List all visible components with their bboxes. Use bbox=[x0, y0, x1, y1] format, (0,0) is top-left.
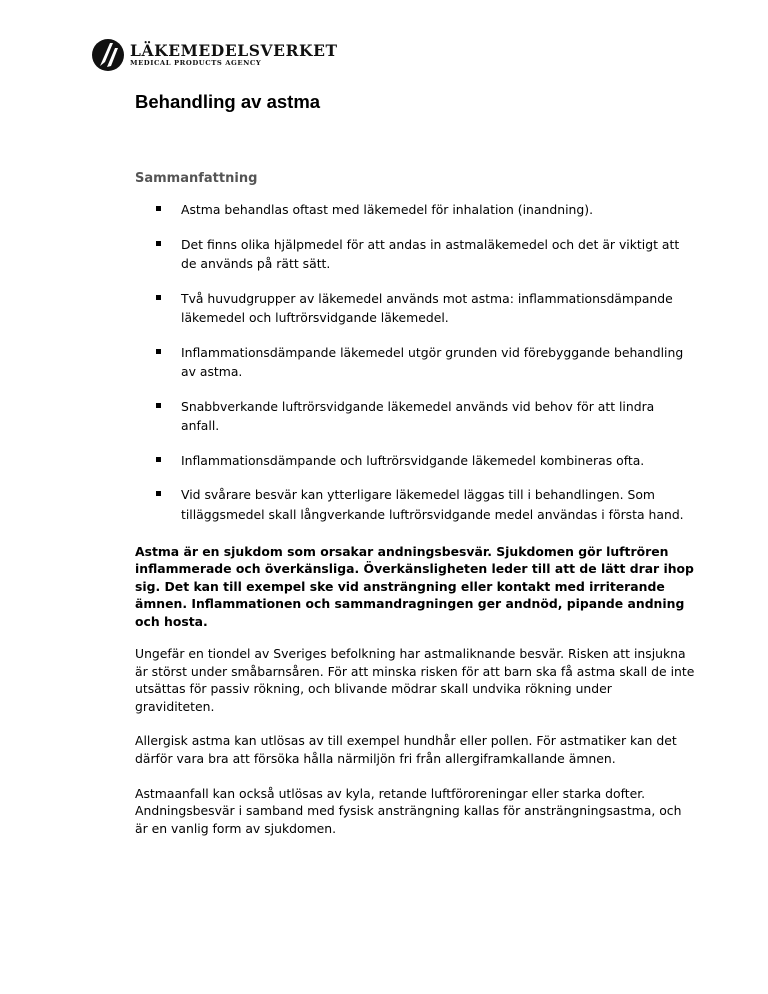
bullet-square-icon bbox=[156, 349, 161, 354]
summary-item bbox=[135, 485, 695, 524]
summary-item bbox=[135, 200, 695, 220]
summary-item-text: Inflammationsdämpande läkemedel utgör grunden vid förebyggande behandling av astma. bbox=[181, 344, 684, 379]
summary-item bbox=[135, 235, 695, 274]
summary-item-text: Vid svårare besvär kan ytterligare läkemedel läggas till i behandlingen. Som tilläggsmedel skall långverkande luftrörsvidgande medel användas i första hand. bbox=[181, 487, 684, 522]
bullet-square-icon bbox=[156, 403, 161, 408]
lead-paragraph: Astma är en sjukdom som orsakar andningsbesvär. Sjukdomen gör luftrören inflammerade och överkänsliga. Överkänsligheten leder till att de lätt drar ihop sig. Det kan till exempel ske vid ansträngning eller kontakt med irriterande ämnen. Inflammationen och sammandragningen ger andnöd, pipande andning och hosta. bbox=[135, 544, 694, 629]
summary-item bbox=[135, 397, 695, 436]
bullet-square-icon bbox=[156, 295, 161, 300]
summary-item-text: Astma behandlas oftast med läkemedel för inhalation (inandning). bbox=[181, 202, 594, 217]
logo-name: LÄKEMEDELSVERKET bbox=[130, 40, 338, 60]
page-title: Behandling av astma bbox=[135, 91, 321, 112]
agency-logo bbox=[91, 38, 338, 72]
body-paragraph: Allergisk astma kan utlösas av till exempel hundhår eller pollen. För astmatiker kan det därför vara bra att försöka hålla närmiljön fri från allergiframkallande ämnen. bbox=[135, 733, 677, 766]
summary-item bbox=[135, 343, 695, 382]
summary-item-text: Det finns olika hjälpmedel för att andas in astmaläkemedel och det är viktigt att de används på rätt sätt. bbox=[181, 236, 680, 271]
summary-list bbox=[135, 200, 695, 539]
summary-item bbox=[135, 451, 695, 471]
summary-item-text: Inflammationsdämpande och luftrörsvidgande läkemedel kombineras ofta. bbox=[181, 452, 645, 468]
bullet-square-icon bbox=[156, 491, 161, 496]
body-text bbox=[135, 543, 695, 854]
summary-heading: Sammanfattning bbox=[135, 171, 258, 186]
body-paragraph: Astmaanfall kan också utlösas av kyla, retande luftföroreningar eller starka dofter. Andningsbesvär i samband med fysisk ansträngning kallas för ansträngningsastma, och är en vanlig form av sjukdomen. bbox=[135, 785, 682, 836]
summary-item-text: Två huvudgrupper av läkemedel används mot astma: inflammationsdämpande läkemedel och luftrörsvidgande läkemedel. bbox=[181, 290, 673, 325]
bullet-square-icon bbox=[156, 206, 161, 211]
logo-emblem-icon bbox=[91, 38, 125, 72]
summary-item bbox=[135, 289, 695, 328]
bullet-square-icon bbox=[156, 457, 161, 462]
bullet-square-icon bbox=[156, 241, 161, 246]
summary-item-text: Snabbverkande luftrörsvidgande läkemedel används vid behov för att lindra anfall. bbox=[181, 398, 655, 433]
body-paragraph: Ungefär en tiondel av Sveriges befolkning har astmaliknande besvär. Risken att insjukna är störst under småbarnsåren. För att minska risken för att barn ska få astma skall de inte utsättas för passiv rökning, och blivande mödrar skall undvika rökning under graviditeten. bbox=[135, 646, 695, 714]
logo-subtitle: MEDICAL PRODUCTS AGENCY bbox=[130, 59, 262, 68]
